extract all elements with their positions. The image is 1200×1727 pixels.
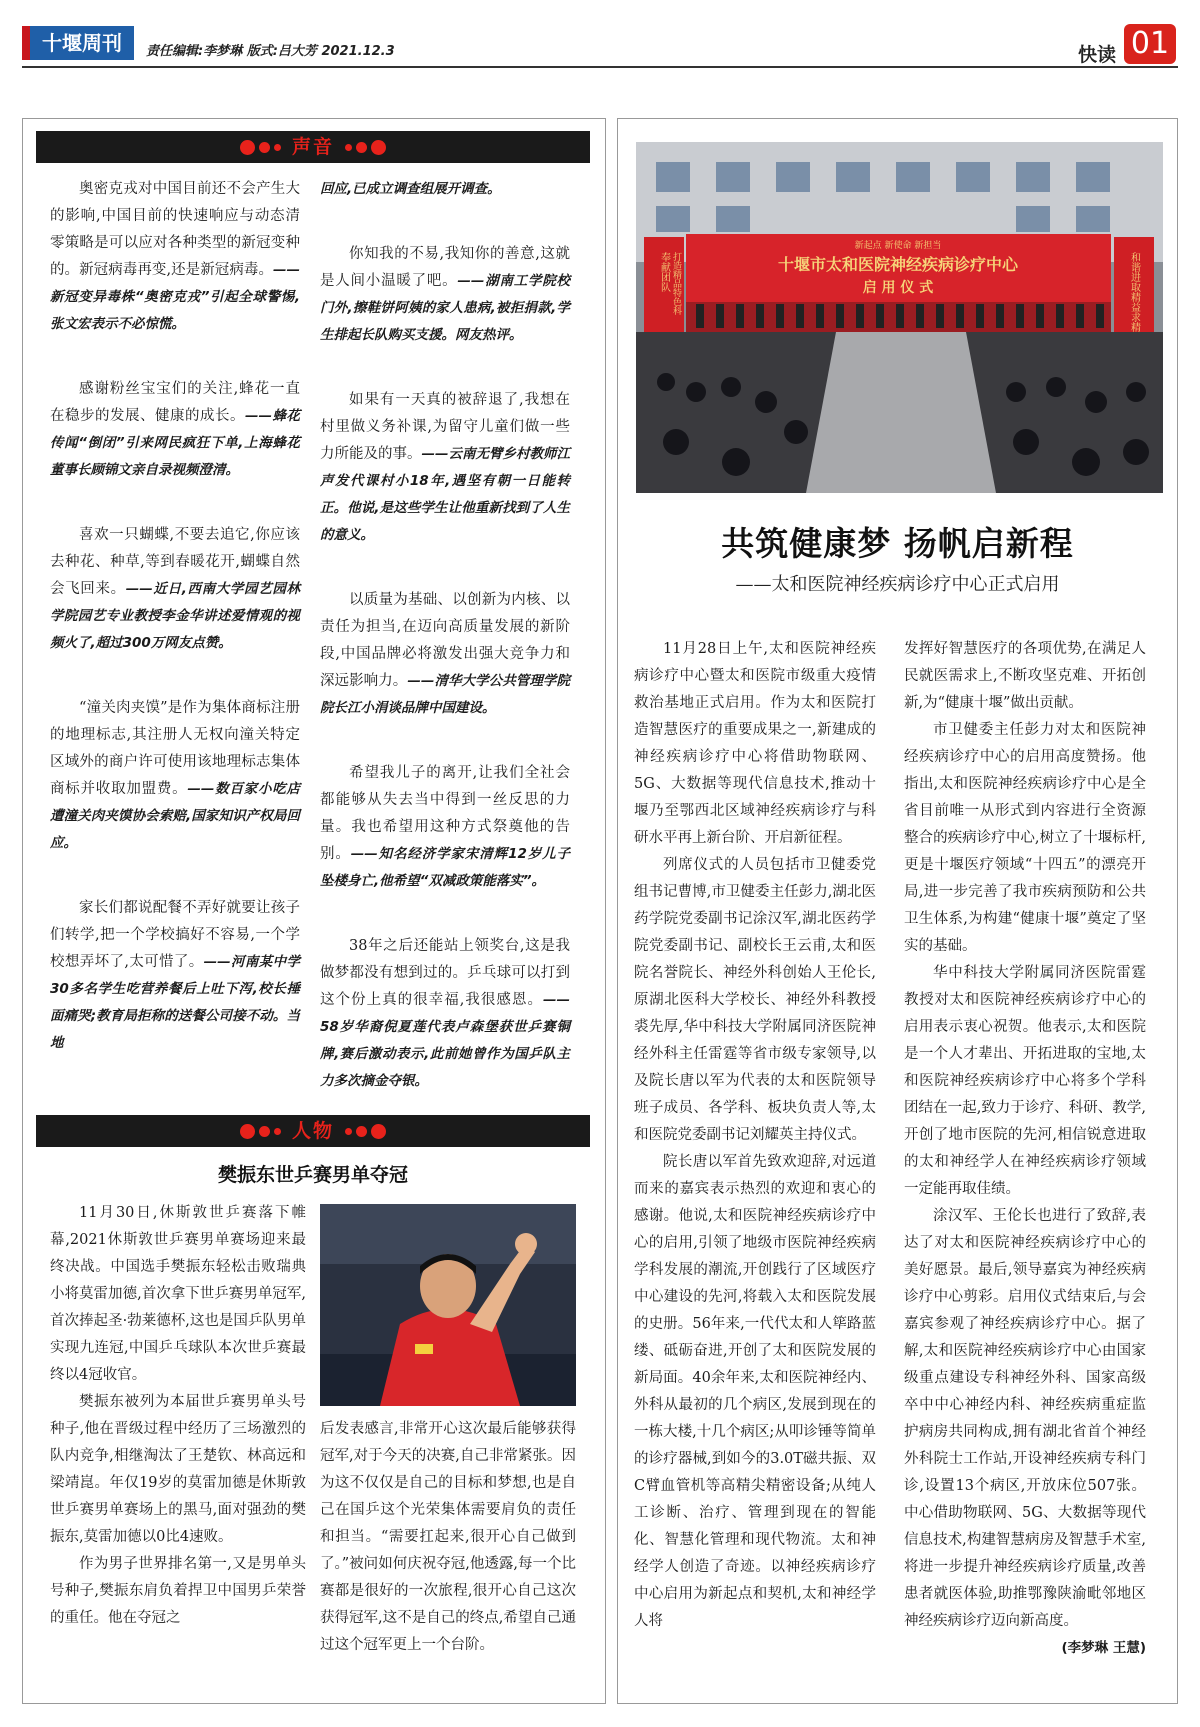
- athlete-photo: [320, 1204, 576, 1406]
- quote-text: 喜欢一只蝴蝶,不要去追它,你应该去种花、种草,等到春暖花开,蝴蝶自然会飞回来。: [50, 527, 300, 597]
- paragraph: 院长唐以军首先致欢迎辞,对远道而来的嘉宾表示热烈的欢迎和衷心的感谢。他说,太和医院神经疾病诊疗中心的启用,引领了地级市医院神经疾病学科发展的潮流,开创践行了区域医疗中心建设的先河,将载入太和医院发展的史册。56年来,一代代太和人筚路蓝缕、砥砺奋进,开创了太和医院发展的新局面。40余年来,太和医院神经内、外科从最初的几个病区,发展到现在的一栋大楼,十几个病区;从叩诊锤等简单的诊疗器械,到如今的3.0T磁共振、双C臂血管机等高精尖精密设备;从纯人工诊断、治疗、管理到现在的智能化、智慧化管理和现代物流。太和神经学人创造了奇迹。以神经疾病诊疗中心启用为新起点和契机,太和神经学人将: [634, 1154, 876, 1629]
- people-headline: 樊振东世乒赛男单夺冠: [217, 1164, 408, 1186]
- quote-source: ——58岁华裔倪夏莲代表卢森堡获世乒赛铜牌,赛后激动表示,此前她曾作为国乒队主力多次摘金夺银。: [320, 992, 570, 1089]
- people-section-bar: [36, 1115, 590, 1147]
- dot-icon: [356, 142, 367, 153]
- quote-source: ——新冠变异毒株“奥密克戎”引起全球警惕,张文宏表示不必惊慌。: [50, 262, 300, 332]
- paragraph: 樊振东被列为本届世乒赛男单头号种子,他在晋级过程中经历了三场激烈的队内竞争,相继淘汰了王楚钦、林高远和梁靖崑。年仅19岁的莫雷加德是休斯敦世乒赛男单赛场上的黑马,面对强劲的樊振东,莫雷加德以0比4速败。: [50, 1394, 306, 1545]
- quote-source: ——清华大学公共管理学院院长江小涓谈品牌中国建设。: [320, 673, 570, 716]
- banner-left-text: 奉献团队: [658, 252, 670, 292]
- quote-text: 你知我的不易,我知你的善意,这就是人间小温暖了吧。: [320, 246, 570, 289]
- banner-main-text: 十堰市太和医院神经疾病诊疗中心: [777, 255, 1019, 274]
- dot-icon: [259, 1126, 270, 1137]
- masthead-logo: 十堰周刊: [22, 26, 134, 60]
- people-left-column: [50, 1200, 306, 1632]
- people-section-title: 人物: [291, 1120, 334, 1142]
- article-right-column: [904, 636, 1146, 1662]
- quote-source: ——河南某中学30多名学生吃营养餐后上吐下泻,校长捶面痛哭;教育局拒称的送餐公司接不动。当地: [50, 954, 301, 1051]
- paragraph: 涂汉军、王伦长也进行了致辞,表达了对太和医院神经疾病诊疗中心的美好愿景。最后,领导嘉宾为神经疾病诊疗中心剪彩。启用仪式结束后,与会嘉宾参观了神经疾病诊疗中心。据了解,太和医院神经疾病诊疗中心由国家级重点建设专科神经外科、国家高级卒中中心神经内科、神经疾病重症监护病房共同构成,拥有湖北省首个神经外科院士工作站,开设神经疾病专科门诊,设置13个病区,开放床位507张。中心借助物联网、5G、大数据等现代信息技术,构建智慧病房及智慧手术室,将进一步提升神经疾病诊疗质量,改善患者就医体验,助推鄂豫陕渝毗邻地区神经疾病诊疗迈向新高度。: [904, 1208, 1146, 1629]
- dot-icon: [356, 1126, 367, 1137]
- article-left-column: [634, 636, 876, 1635]
- paragraph: 市卫健委主任彭力对太和医院神经疾病诊疗中心的启用高度赞扬。他指出,太和医院神经疾病诊疗中心是全省目前唯一从形式到内容进行全资源整合的疾病诊疗中心,树立了十堰标杆,更是十堰医疗领域“十四五”的漂亮开局,进一步完善了我市疾病预防和公共卫生体系,为构建“健康十堰”奠定了坚实的基础。: [904, 722, 1146, 954]
- voice-section-title: 声音: [291, 136, 334, 158]
- paragraph: 11月30日,休斯敦世乒赛落下帷幕,2021休斯敦世乒赛男单赛场迎来最终决战。中国选手樊振东轻松击败瑞典小将莫雷加德,首次拿下世乒赛男单冠军,首次捧起圣·勃莱德杯,这也是国乒队男单实现九连冠,中国乒乓球队本次世乒赛最终以4冠收官。: [50, 1205, 306, 1383]
- quote-text: 奥密克戎对中国目前还不会产生大的影响,中国目前的快速响应与动态清零策略是可以应对各种类型的新冠变种的。新冠病毒再变,还是新冠病毒。: [50, 181, 300, 278]
- masthead-meta: 责任编辑:李梦琳 版式:吕大芳 2021.12.3: [146, 44, 395, 59]
- article-subhead: ——太和医院神经疾病诊疗中心正式启用: [735, 574, 1060, 595]
- quote-text: 38年之后还能站上领奖台,这是我做梦都没有想到过的。乒乓球可以打到这个份上真的很幸福,我很感恩。: [320, 938, 570, 1008]
- paragraph: 列席仪式的人员包括市卫健委党组书记曹博,市卫健委主任彭力,湖北医药学院党委副书记涂汉军,湖北医药学院党委副书记、副校长王云甫,太和医院名誉院长、神经外科创始人王伦长,原湖北医科大学校长、神经外科教授裘先厚,华中科技大学附属同济医院神经外科主任雷霆等省市级专家领导,以及院长唐以军为代表的太和医院领导班子成员、各学科、板块负责人等,太和医院党委副书记刘耀英主持仪式。: [634, 857, 876, 1143]
- paragraph: 后发表感言,非常开心这次最后能够获得冠军,对于今天的决赛,自己非常紧张。因为这不仅仅是自己的目标和梦想,也是自己在国乒这个光荣集体需要肩负的责任和担当。“需要扛起来,很开心自己做到了。”被问如何庆祝夺冠,他透露,每一个比赛都是很好的一次旅程,很开心自己这次获得冠军,这不是自己的终点,希望自己通过这个冠军更上一个台阶。: [320, 1421, 576, 1653]
- dot-icon: [371, 1124, 386, 1139]
- people-right-column: [320, 1416, 576, 1659]
- banner-left-text-2: 打造精品特色科: [671, 252, 681, 315]
- dot-icon: [345, 144, 352, 151]
- quote-source: ——数百家小吃店遭潼关肉夹馍协会索赔,国家知识产权局回应。: [50, 781, 301, 851]
- quote-source: ——湖南工学院校门外,擦鞋饼阿姨的家人患病,被拒捐款,学生排起长队购买支援。网友热评。: [320, 273, 571, 343]
- dot-icon: [259, 142, 270, 153]
- dot-icon: [240, 1124, 255, 1139]
- quote-source: ——知名经济学家宋清辉12岁儿子坠楼身亡,他希望“双减政策能落实”。: [320, 846, 570, 889]
- quote-text: 感谢粉丝宝宝们的关注,蜂花一直在稳步的发展、健康的成长。: [50, 381, 300, 424]
- byline: (李梦琳 王慧): [1061, 1640, 1146, 1656]
- dot-icon: [274, 1128, 281, 1135]
- paragraph: 华中科技大学附属同济医院雷霆教授对太和医院神经疾病诊疗中心的启用表示衷心祝贺。他表示,太和医院是一个人才辈出、开拓进取的宝地,太和医院神经疾病诊疗中心将多个学科团结在一起,致力于诊疗、科研、教学,开创了地市医院的先河,相信锐意进取的太和神经学人在神经疾病诊疗领域一定能再取佳绩。: [904, 965, 1146, 1197]
- ceremony-photo: [636, 142, 1163, 493]
- banner-right-text: 和谐进取精益求精: [1128, 252, 1140, 332]
- section-label: 快读: [1078, 44, 1117, 66]
- quote-text: 以质量为基础、以创新为内核、以责任为担当,在迈向高质量发展的新阶段,中国品牌必将激发出强大竞争力和深远影响力。: [320, 592, 570, 689]
- quote-source: ——蜂花传闻“倒闭”引来网民疯狂下单,上海蜂花董事长顾锦文亲自录视频澄清。: [50, 408, 300, 478]
- dot-icon: [274, 144, 281, 151]
- quote-text: 希望我儿子的离开,让我们全社会都能够从失去当中得到一丝反思的力量。我也希望用这种方式祭奠他的告别。: [320, 765, 570, 862]
- voice-section-bar: [36, 131, 590, 163]
- quote-text: 如果有一天真的被辞退了,我想在村里做义务补课,为留守儿童们做一些力所能及的事。: [320, 392, 570, 462]
- quote-text: 家长们都说配餐不弄好就要让孩子们转学,把一个学校搞好不容易,一个学校想弄坏了,太可惜了。: [50, 900, 300, 970]
- paragraph: 发挥好智慧医疗的各项优势,在满足人民就医需求上,不断攻坚克难、开拓创新,为“健康十堰”做出贡献。: [904, 641, 1146, 711]
- banner-main-text-2: 启 用 仪 式: [862, 280, 934, 296]
- page-number: 01: [1124, 24, 1176, 64]
- dot-icon: [240, 140, 255, 155]
- paragraph: 11月28日上午,太和医院神经疾病诊疗中心暨太和医院市级重大疫情救治基地正式启用。作为太和医院打造智慧医疗的重要成果之一,新建成的神经疾病诊疗中心将借助物联网、5G、大数据等现代信息技术,推动十堰乃至鄂西北区域神经疾病诊疗与科研水平再上新台阶、开启新征程。: [634, 641, 876, 846]
- masthead-rule: [22, 66, 1178, 68]
- quote-text: “潼关肉夹馍”是作为集体商标注册的地理标志,其注册人无权向潼关特定区域外的商户许可使用该地理标志集体商标并收取加盟费。: [50, 700, 300, 797]
- voice-right-column: [320, 176, 570, 1095]
- dot-icon: [371, 140, 386, 155]
- dot-icon: [345, 1128, 352, 1135]
- quote-source: ——近日,西南大学园艺园林学院园艺专业教授李金华讲述爱情观的视频火了,超过300万网友点赞。: [50, 581, 301, 651]
- banner-top-text: 新起点 新使命 新担当: [854, 241, 942, 251]
- quote-source: 回应,已成立调查组展开调查。: [320, 181, 501, 197]
- quote-source: ——云南无臂乡村教师江声发代课村小18年,遇坚有朝一日能转正。他说,是这些学生让他重新找到了人生的意义。: [320, 446, 570, 543]
- voice-left-column: [50, 176, 300, 1057]
- paragraph: 作为男子世界排名第一,又是男单头号种子,樊振东肩负着捍卫中国男乒荣誉的重任。他在夺冠之: [50, 1556, 306, 1626]
- article-headline: 共筑健康梦 扬帆启新程: [721, 524, 1074, 563]
